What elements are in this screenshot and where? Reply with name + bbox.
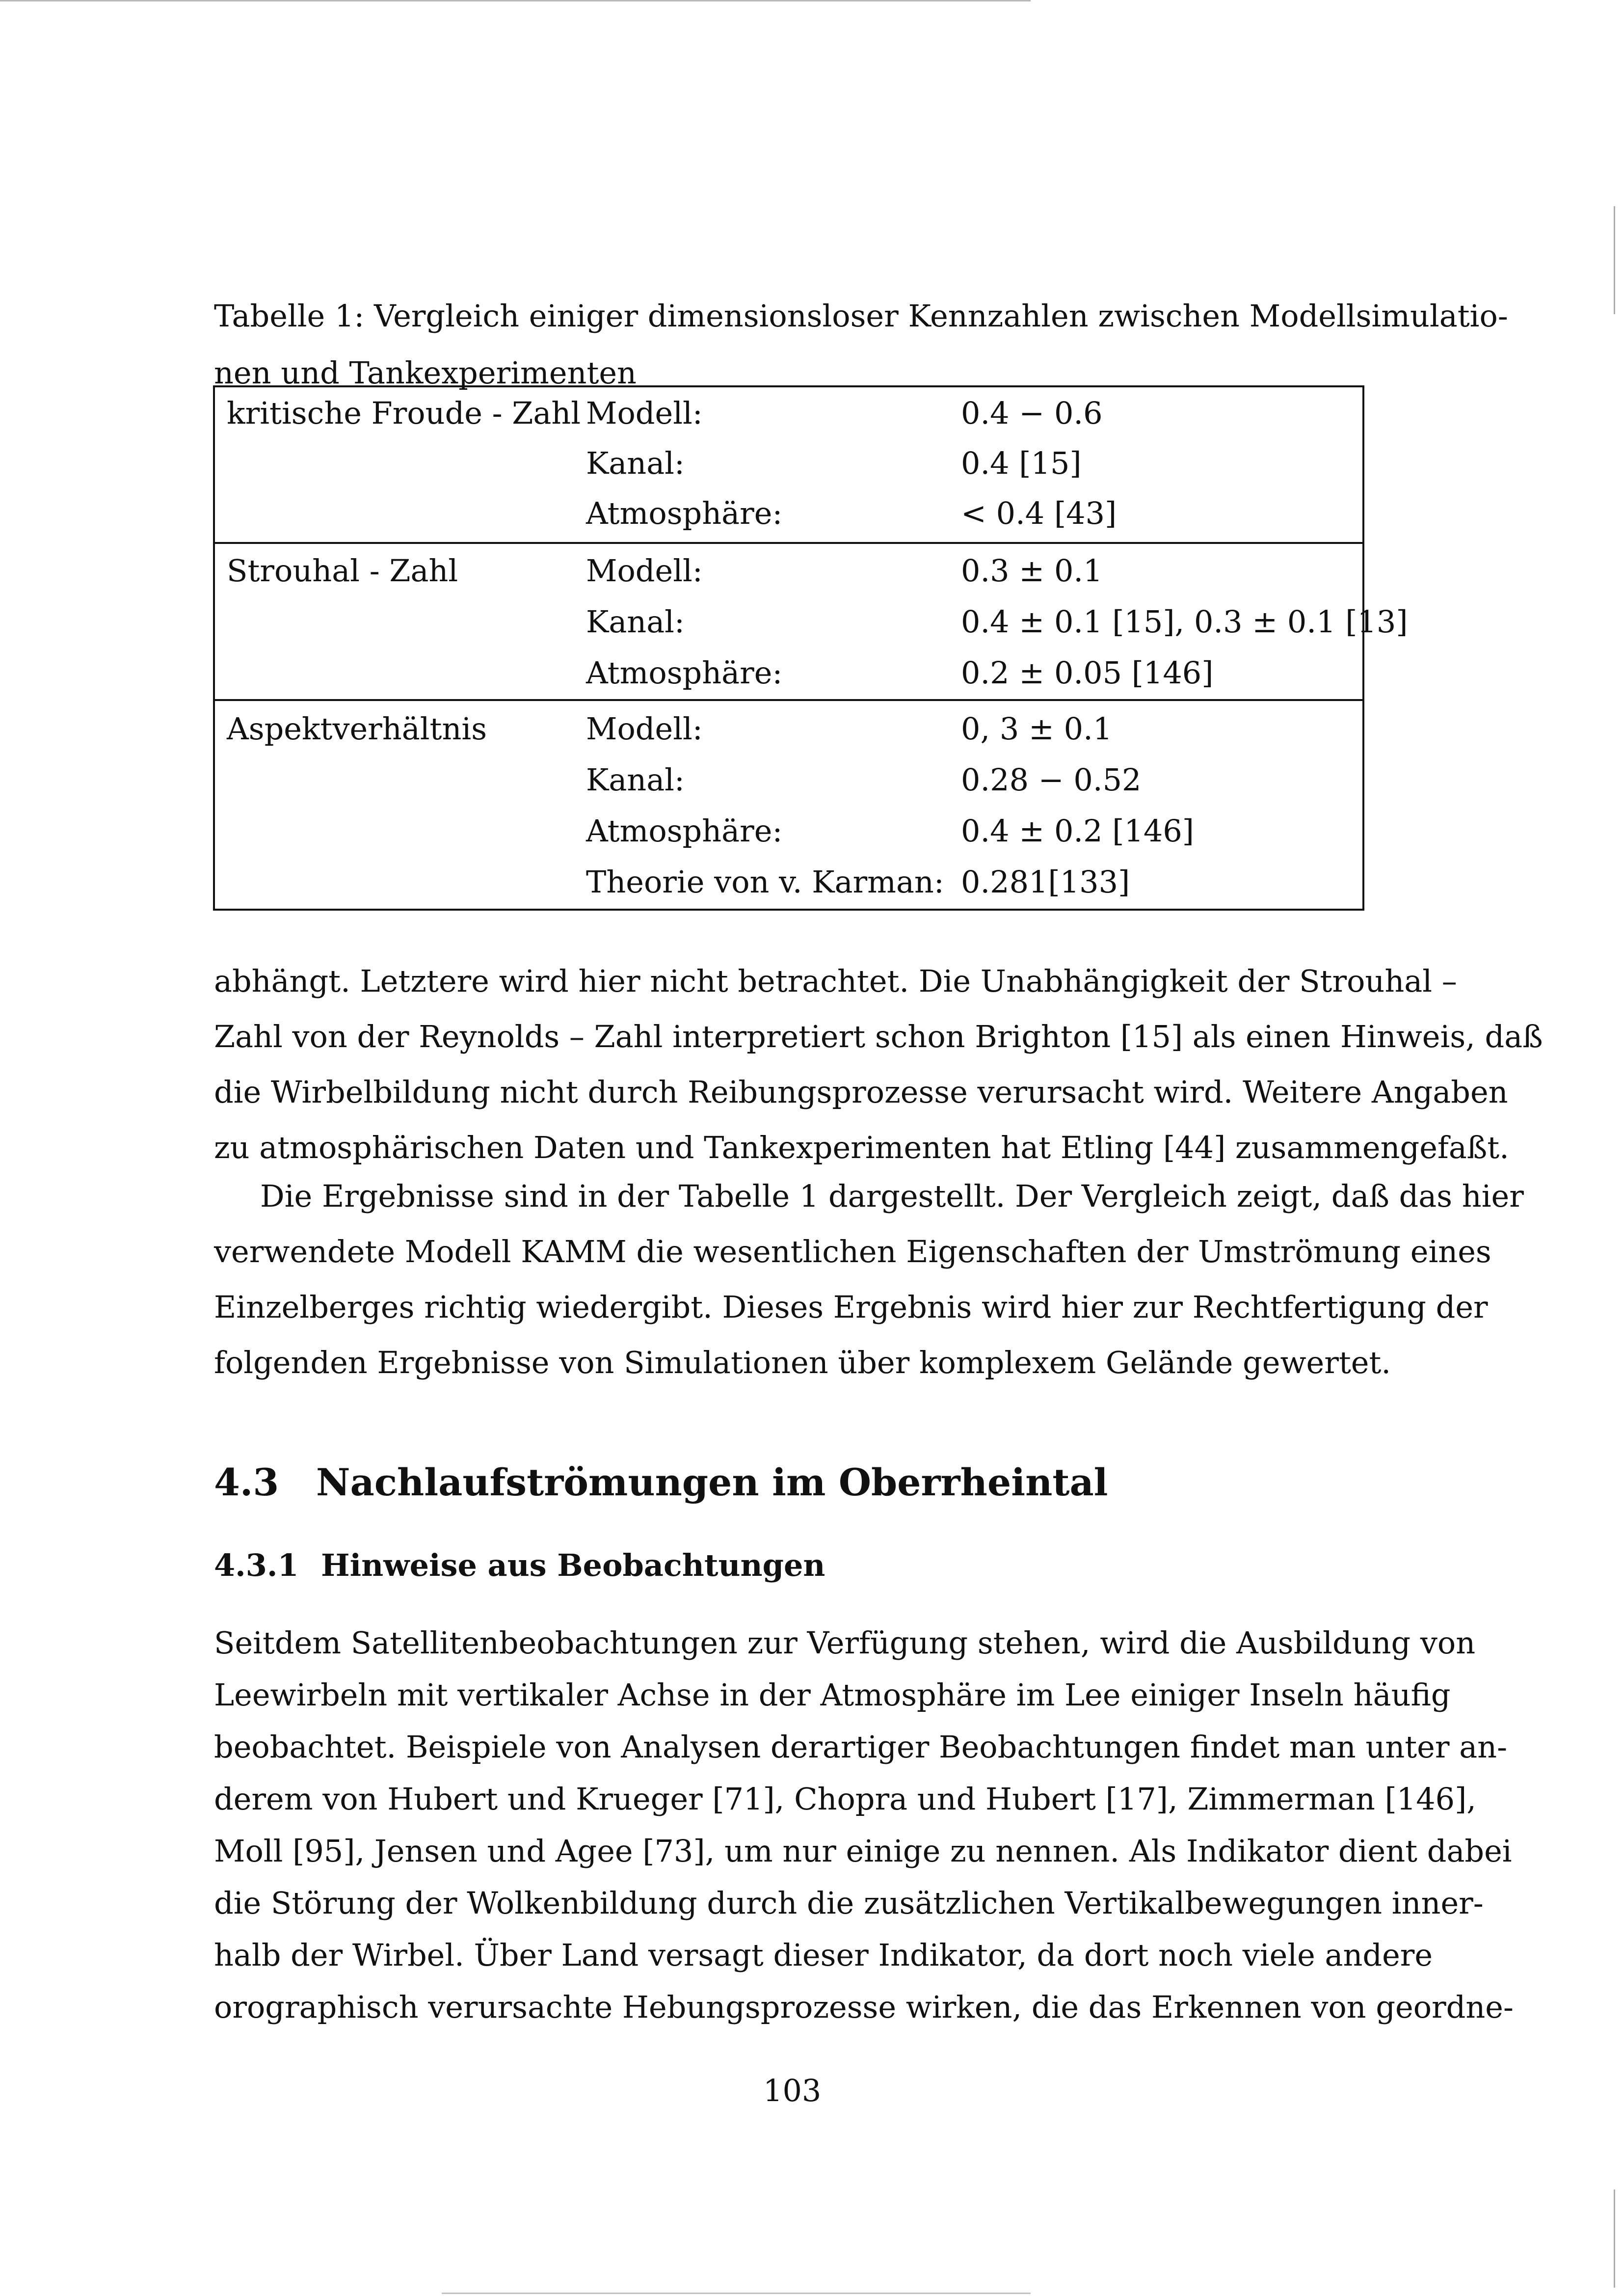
row-label: Modell:	[586, 553, 703, 589]
row-value: 0.4 − 0.6	[961, 395, 1103, 431]
scan-edge-bottom	[442, 2293, 1031, 2294]
text-line: zu atmosphärischen Daten und Tankexperimenten hat Etling [44] zusammengefaßt.	[214, 1130, 1509, 1165]
paragraph	[214, 1625, 1514, 2067]
caption-line: Tabelle 1: Vergleich einiger dimensionsloser Kennzahlen zwischen Modellsimulatio-	[214, 298, 1508, 334]
row-value: 0.4 ± 0.1 [15], 0.3 ± 0.1 [13]	[961, 604, 1408, 640]
scan-edge-right	[1614, 206, 1615, 314]
text-line: Seitdem Satellitenbeobachtungen zur Verfügung stehen, wird die Ausbildung von	[214, 1625, 1476, 1661]
text-line: halb der Wirbel. Über Land versagt dieser Indikator, da dort noch viele andere	[214, 1937, 1433, 1973]
row-label: Atmosphäre:	[586, 813, 783, 849]
row-value: 0.2 ± 0.05 [146]	[961, 655, 1214, 691]
row-value: 0, 3 ± 0.1	[961, 711, 1113, 747]
text-line: verwendete Modell KAMM die wesentlichen Eigenschaften der Umströmung eines	[214, 1234, 1491, 1270]
table-group-strouhal	[215, 542, 1408, 701]
row-label: Atmosphäre:	[586, 495, 783, 531]
text-line: die Störung der Wolkenbildung durch die zusätzlichen Vertikalbewegungen inner-	[214, 1885, 1484, 1921]
row-label: Modell:	[586, 711, 703, 747]
row-label: Atmosphäre:	[586, 655, 783, 691]
group-name: kritische Froude - Zahl	[227, 395, 581, 431]
text-line: abhängt. Letztere wird hier nicht betrachtet. Die Unabhängigkeit der Strouhal –	[214, 963, 1457, 999]
row-label: Kanal:	[586, 604, 685, 640]
paragraph	[214, 963, 1543, 1194]
subsection-title: Hinweise aus Beobachtungen	[321, 1547, 825, 1583]
row-label: Kanal:	[586, 445, 685, 481]
scan-edge-top	[0, 0, 1031, 1]
caption-line: nen und Tankexperimenten	[214, 355, 637, 391]
row-label: Kanal:	[586, 762, 685, 798]
text-line: folgenden Ergebnisse von Simulationen über komplexem Gelände gewertet.	[214, 1345, 1391, 1380]
comparison-table	[213, 385, 1408, 911]
page-number: 103	[763, 2073, 822, 2108]
text-line: Moll [95], Jensen und Agee [73], um nur einige zu nennen. Als Indikator dient dabei	[214, 1833, 1512, 1869]
table-group-aspekt	[215, 699, 1362, 911]
row-value: 0.281[133]	[961, 864, 1130, 900]
section-number: 4.3	[214, 1460, 279, 1504]
row-value: 0.4 ± 0.2 [146]	[961, 813, 1194, 849]
row-label: Modell:	[586, 395, 703, 431]
row-value: 0.4 [15]	[961, 445, 1082, 481]
group-name: Strouhal - Zahl	[227, 553, 458, 589]
text-line: Einzelberges richtig wiedergibt. Dieses Ergebnis wird hier zur Rechtfertigung der	[214, 1289, 1488, 1325]
paragraph	[214, 1178, 1524, 1409]
text-line: beobachtet. Beispiele von Analysen derartiger Beobachtungen findet man unter an-	[214, 1729, 1508, 1765]
text-line: derem von Hubert und Krueger [71], Chopra und Hubert [17], Zimmerman [146],	[214, 1781, 1477, 1817]
section-heading	[214, 1460, 1108, 1504]
scan-edge-right-bottom	[1614, 2189, 1615, 2288]
subsection-number: 4.3.1	[214, 1547, 299, 1583]
subsection-heading	[214, 1547, 825, 1583]
row-value: < 0.4 [43]	[961, 495, 1117, 531]
text-line: die Wirbelbildung nicht durch Reibungsprozesse verursacht wird. Weitere Angaben	[214, 1074, 1508, 1110]
table-group-froude	[215, 387, 1362, 542]
row-label: Theorie von v. Karman:	[586, 864, 944, 900]
text-line: orographisch verursachte Hebungsprozesse wirken, die das Erkennen von geordne-	[214, 1989, 1514, 2025]
table-caption	[214, 288, 1508, 402]
section-title: Nachlaufströmungen im Oberrheintal	[316, 1460, 1108, 1504]
text-line: Die Ergebnisse sind in der Tabelle 1 dargestellt. Der Vergleich zeigt, daß das hier	[260, 1178, 1524, 1214]
text-line: Zahl von der Reynolds – Zahl interpretiert schon Brighton [15] als einen Hinweis, daß	[214, 1019, 1543, 1054]
row-value: 0.28 − 0.52	[961, 762, 1142, 798]
row-value: 0.3 ± 0.1	[961, 553, 1103, 589]
text-line: Leewirbeln mit vertikaler Achse in der Atmosphäre im Lee einiger Inseln häufig	[214, 1677, 1451, 1713]
group-name: Aspektverhältnis	[227, 711, 487, 747]
